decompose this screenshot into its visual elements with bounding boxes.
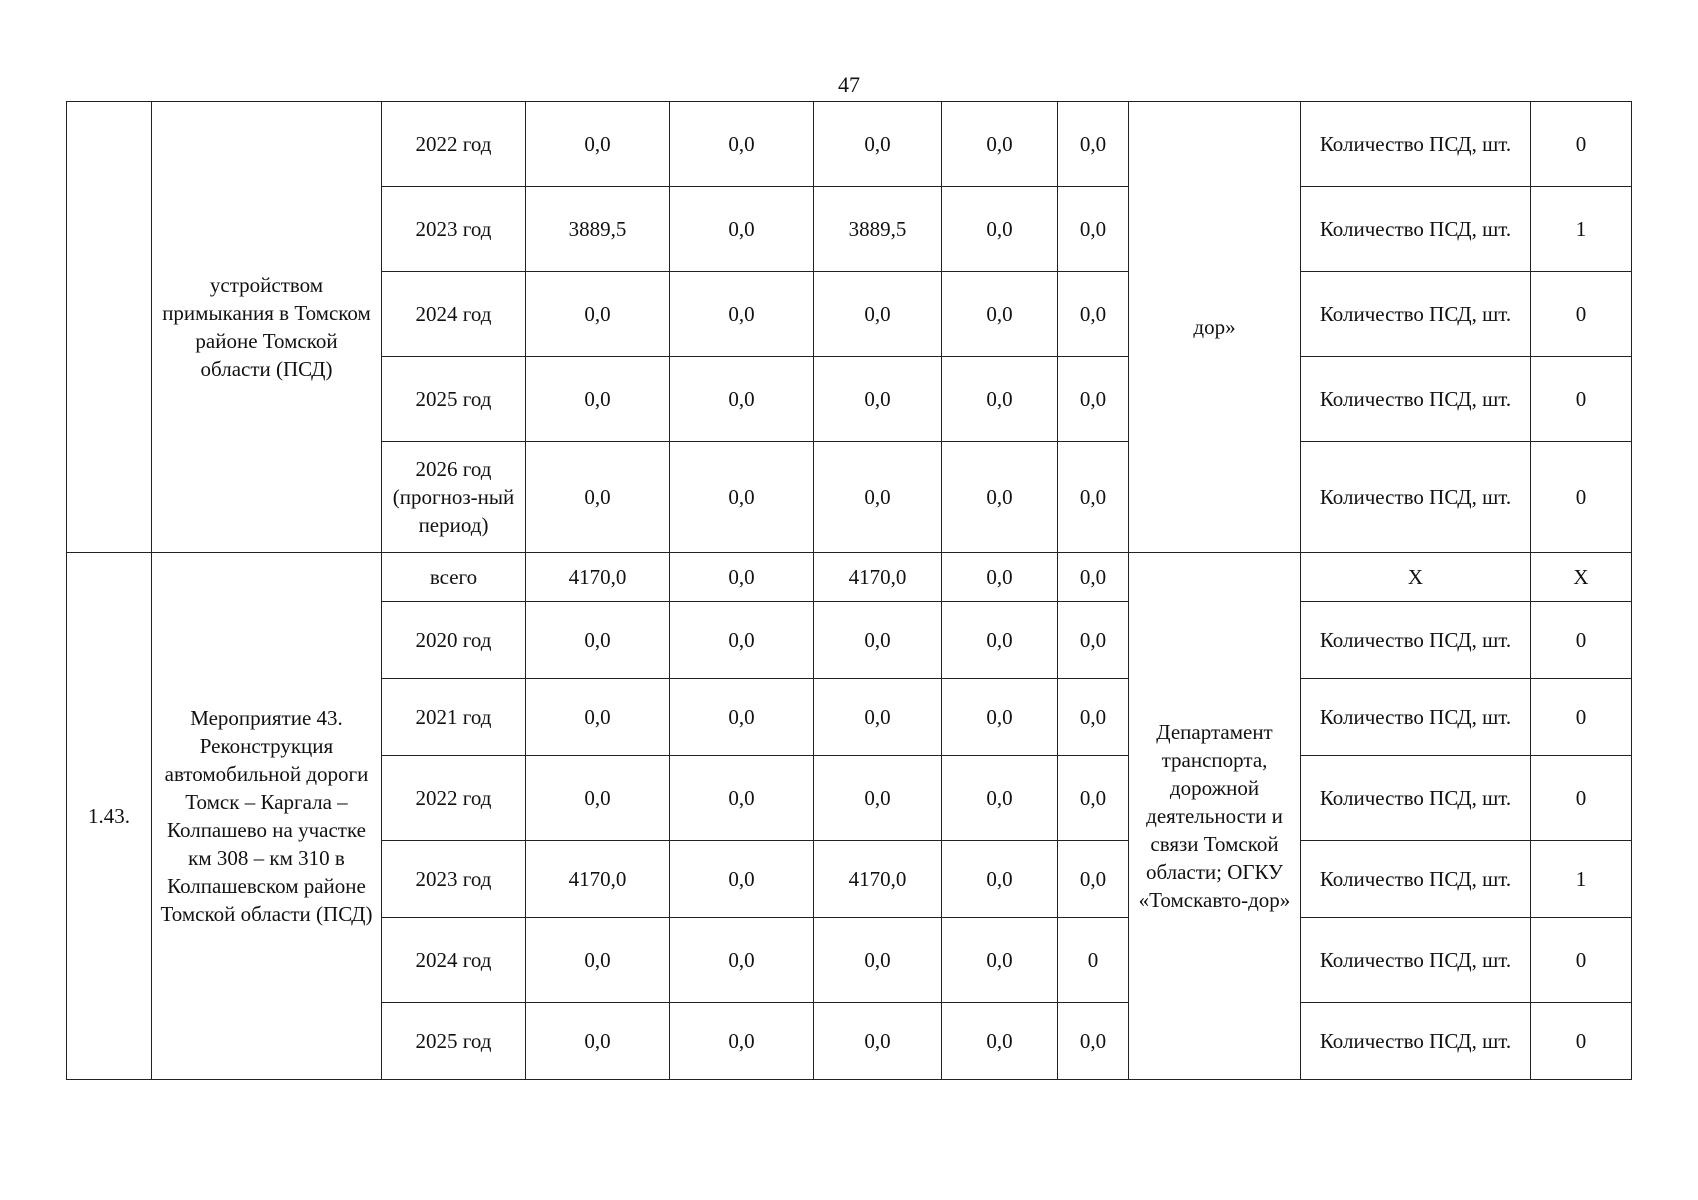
local-cell: 0,0 xyxy=(942,442,1058,553)
local-cell: 0,0 xyxy=(942,187,1058,272)
federal-cell: 0,0 xyxy=(670,679,814,756)
indicator-cell: Количество ПСД, шт. xyxy=(1301,679,1531,756)
extrabudget-cell: 0,0 xyxy=(1058,841,1129,918)
extrabudget-cell: 0,0 xyxy=(1058,442,1129,553)
period-cell: 2024 год xyxy=(382,272,526,357)
indicator-value-cell: 0 xyxy=(1531,272,1632,357)
total-cell: 4170,0 xyxy=(526,841,670,918)
program-table xyxy=(66,101,1632,1080)
regional-cell: 0,0 xyxy=(814,602,942,679)
regional-cell: 0,0 xyxy=(814,756,942,841)
period-cell: 2020 год xyxy=(382,602,526,679)
indicator-cell: Количество ПСД, шт. xyxy=(1301,1003,1531,1080)
indicator-value-cell: 0 xyxy=(1531,357,1632,442)
extrabudget-cell: 0,0 xyxy=(1058,102,1129,187)
federal-cell: 0,0 xyxy=(670,553,814,602)
indicator-value-cell: 0 xyxy=(1531,1003,1632,1080)
local-cell: 0,0 xyxy=(942,1003,1058,1080)
item-number: 1.43. xyxy=(67,553,152,1080)
extrabudget-cell: 0,0 xyxy=(1058,272,1129,357)
executor-cell: дор» xyxy=(1129,102,1301,553)
period-cell: 2026 год (прогноз-ный период) xyxy=(382,442,526,553)
indicator-value-cell: 0 xyxy=(1531,102,1632,187)
extrabudget-cell: 0,0 xyxy=(1058,679,1129,756)
item-name: Мероприятие 43. Реконструкция автомобильной дороги Томск – Каргала – Колпашево на участке км 308 – км 310 в Колпашевском районе Томской области (ПСД) xyxy=(152,553,382,1080)
indicator-value-cell: 0 xyxy=(1531,602,1632,679)
federal-cell: 0,0 xyxy=(670,918,814,1003)
total-cell: 0,0 xyxy=(526,918,670,1003)
indicator-cell: Количество ПСД, шт. xyxy=(1301,918,1531,1003)
regional-cell: 0,0 xyxy=(814,442,942,553)
local-cell: 0,0 xyxy=(942,102,1058,187)
indicator-cell: Количество ПСД, шт. xyxy=(1301,272,1531,357)
federal-cell: 0,0 xyxy=(670,1003,814,1080)
extrabudget-cell: 0,0 xyxy=(1058,1003,1129,1080)
federal-cell: 0,0 xyxy=(670,102,814,187)
indicator-cell: Количество ПСД, шт. xyxy=(1301,102,1531,187)
federal-cell: 0,0 xyxy=(670,272,814,357)
period-cell: 2022 год xyxy=(382,756,526,841)
period-cell: 2025 год xyxy=(382,1003,526,1080)
local-cell: 0,0 xyxy=(942,602,1058,679)
indicator-cell: Количество ПСД, шт. xyxy=(1301,187,1531,272)
federal-cell: 0,0 xyxy=(670,841,814,918)
executor-cell: Департамент транспорта, дорожной деятельности и связи Томской области; ОГКУ «Томскавто-дор» xyxy=(1129,553,1301,1080)
table-row xyxy=(67,102,1632,187)
total-cell: 4170,0 xyxy=(526,553,670,602)
regional-cell: 0,0 xyxy=(814,102,942,187)
indicator-value-cell: 0 xyxy=(1531,756,1632,841)
total-cell: 3889,5 xyxy=(526,187,670,272)
total-cell: 0,0 xyxy=(526,602,670,679)
indicator-value-cell: 0 xyxy=(1531,918,1632,1003)
extrabudget-cell: 0 xyxy=(1058,918,1129,1003)
indicator-cell: Количество ПСД, шт. xyxy=(1301,756,1531,841)
indicator-cell: Количество ПСД, шт. xyxy=(1301,841,1531,918)
total-cell: 0,0 xyxy=(526,272,670,357)
federal-cell: 0,0 xyxy=(670,187,814,272)
regional-cell: 0,0 xyxy=(814,1003,942,1080)
indicator-value-cell: Х xyxy=(1531,553,1632,602)
extrabudget-cell: 0,0 xyxy=(1058,553,1129,602)
indicator-value-cell: 0 xyxy=(1531,679,1632,756)
period-cell: всего xyxy=(382,553,526,602)
total-cell: 0,0 xyxy=(526,442,670,553)
indicator-cell: Количество ПСД, шт. xyxy=(1301,357,1531,442)
total-cell: 0,0 xyxy=(526,102,670,187)
federal-cell: 0,0 xyxy=(670,602,814,679)
regional-cell: 4170,0 xyxy=(814,841,942,918)
federal-cell: 0,0 xyxy=(670,442,814,553)
local-cell: 0,0 xyxy=(942,553,1058,602)
regional-cell: 0,0 xyxy=(814,918,942,1003)
regional-cell: 3889,5 xyxy=(814,187,942,272)
indicator-value-cell: 1 xyxy=(1531,841,1632,918)
period-cell: 2023 год xyxy=(382,187,526,272)
regional-cell: 0,0 xyxy=(814,357,942,442)
total-cell: 0,0 xyxy=(526,679,670,756)
local-cell: 0,0 xyxy=(942,272,1058,357)
extrabudget-cell: 0,0 xyxy=(1058,602,1129,679)
extrabudget-cell: 0,0 xyxy=(1058,187,1129,272)
local-cell: 0,0 xyxy=(942,841,1058,918)
indicator-cell: Х xyxy=(1301,553,1531,602)
period-cell: 2024 год xyxy=(382,918,526,1003)
total-cell: 0,0 xyxy=(526,357,670,442)
local-cell: 0,0 xyxy=(942,357,1058,442)
extrabudget-cell: 0,0 xyxy=(1058,357,1129,442)
indicator-value-cell: 1 xyxy=(1531,187,1632,272)
item-number xyxy=(67,102,152,553)
regional-cell: 0,0 xyxy=(814,679,942,756)
indicator-cell: Количество ПСД, шт. xyxy=(1301,442,1531,553)
federal-cell: 0,0 xyxy=(670,357,814,442)
page-number: 47 xyxy=(838,72,860,97)
total-cell: 0,0 xyxy=(526,756,670,841)
period-cell: 2021 год xyxy=(382,679,526,756)
regional-cell: 0,0 xyxy=(814,272,942,357)
indicator-value-cell: 0 xyxy=(1531,442,1632,553)
local-cell: 0,0 xyxy=(942,679,1058,756)
period-cell: 2025 год xyxy=(382,357,526,442)
federal-cell: 0,0 xyxy=(670,756,814,841)
total-cell: 0,0 xyxy=(526,1003,670,1080)
period-cell: 2023 год xyxy=(382,841,526,918)
period-cell: 2022 год xyxy=(382,102,526,187)
item-name: устройством примыкания в Томском районе Томской области (ПСД) xyxy=(152,102,382,553)
extrabudget-cell: 0,0 xyxy=(1058,756,1129,841)
indicator-cell: Количество ПСД, шт. xyxy=(1301,602,1531,679)
table-row xyxy=(67,553,1632,602)
local-cell: 0,0 xyxy=(942,756,1058,841)
regional-cell: 4170,0 xyxy=(814,553,942,602)
local-cell: 0,0 xyxy=(942,918,1058,1003)
